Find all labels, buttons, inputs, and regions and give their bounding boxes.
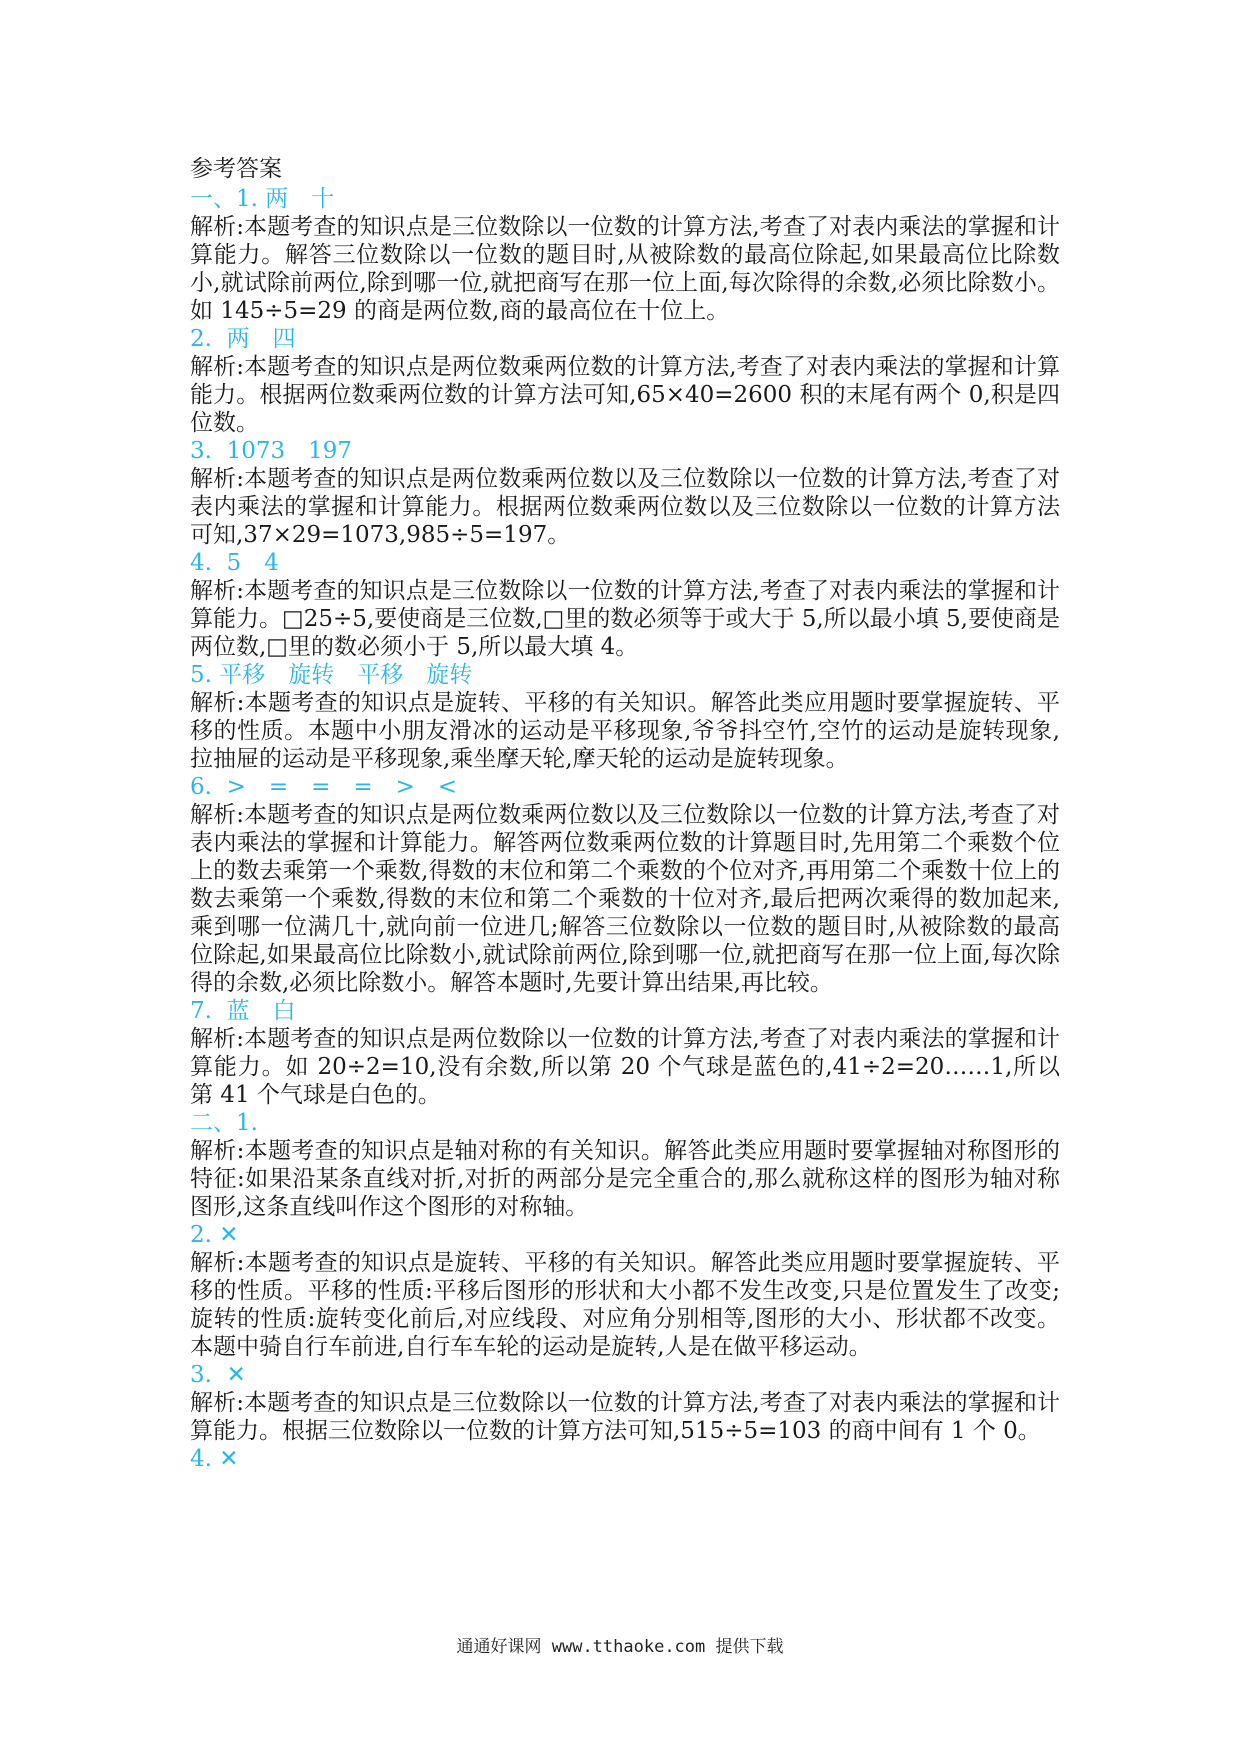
page-title: 参考答案 [190,156,282,182]
answer-section [190,1361,1060,1445]
analysis-text: 解析:本题考查的知识点是三位数除以一位数的计算方法,考查了对表内乘法的掌握和计算能力。□25÷5,要使商是三位数,□里的数必须等于或大于 5,所以最小填 5,要使商是两位数,□里的数必须小于 5,所以最大填 4。 [190,578,1060,660]
answer-section [190,437,1060,549]
answer-section [190,1109,1060,1221]
answer-section [190,997,1060,1109]
analysis-text: 解析:本题考查的知识点是旋转、平移的有关知识。解答此类应用题时要掌握旋转、平移的性质。平移的性质:平移后图形的形状和大小都不发生改变,只是位置发生了改变;旋转的性质:旋转变化前后,对应线段、对应角分别相等,图形的大小、形状都不改变。本题中骑自行车前进,自行车车轮的运动是旋转,人是在做平移运动。 [190,1250,1060,1360]
answer-line: 6. > = = = > < [190,774,458,800]
analysis-text: 解析:本题考查的知识点是两位数乘两位数以及三位数除以一位数的计算方法,考查了对表内乘法的掌握和计算能力。解答两位数乘两位数的计算题目时,先用第二个乘数个位上的数去乘第一个乘数,得数的末位和第二个乘数的个位对齐,再用第二个乘数十位上的数去乘第一个乘数,得数的末位和第二个乘数的十位对齐,最后把两次乘得的数加起来,乘到哪一位满几十,就向前一位进几;解答三位数除以一位数的题目时,从被除数的最高位除起,如果最高位比除数小,就试除前两位,除到哪一位,就把商写在那一位上面,每次除得的余数,必须比除数小。解答本题时,先要计算出结果,再比较。 [190,802,1060,996]
answer-line: 3. 1073 197 [190,438,352,464]
answer-section [190,1445,1060,1473]
answer-section [190,549,1060,661]
analysis-text: 解析:本题考查的知识点是两位数除以一位数的计算方法,考查了对表内乘法的掌握和计算能力。如 20÷2=10,没有余数,所以第 20 个气球是蓝色的,41÷2=20……1,所以第 41 个气球是白色的。 [190,1026,1060,1108]
answer-section [190,1221,1060,1361]
analysis-text: 解析:本题考查的知识点是两位数乘两位数以及三位数除以一位数的计算方法,考查了对表内乘法的掌握和计算能力。根据两位数乘两位数以及三位数除以一位数的计算方法可知,37×29=1073,985÷5=197。 [190,466,1060,548]
answer-line: 4. ✕ [190,1446,239,1472]
answer-section [190,773,1060,997]
analysis-text: 解析:本题考查的知识点是旋转、平移的有关知识。解答此类应用题时要掌握旋转、平移的性质。本题中小朋友滑冰的运动是平移现象,爷爷抖空竹,空竹的运动是旋转现象,拉抽屉的运动是平移现象,乘坐摩天轮,摩天轮的运动是旋转现象。 [190,690,1060,772]
analysis-text: 解析:本题考查的知识点是三位数除以一位数的计算方法,考查了对表内乘法的掌握和计算能力。解答三位数除以一位数的题目时,从被除数的最高位除起,如果最高位比除数小,就试除前两位,除到哪一位,就把商写在那一位上面,每次除得的余数,必须比除数小。如 145÷5=29 的商是两位数,商的最高位在十位上。 [190,214,1060,324]
answer-document [190,155,1060,1473]
answer-section [190,185,1060,325]
answer-line: 2. 两 四 [190,326,296,352]
answer-line: 一、1. 两 十 [190,186,335,212]
answer-section [190,661,1060,773]
answer-line: 7. 蓝 白 [190,998,296,1024]
analysis-text: 解析:本题考查的知识点是两位数乘两位数的计算方法,考查了对表内乘法的掌握和计算能力。根据两位数乘两位数的计算方法可知,65×40=2600 积的末尾有两个 0,积是四位数。 [190,354,1060,436]
page-footer: 通通好课网 www.tthaoke.com 提供下载 [456,1637,784,1657]
answer-line: 2. ✕ [190,1222,239,1248]
analysis-text: 解析:本题考查的知识点是轴对称的有关知识。解答此类应用题时要掌握轴对称图形的特征:如果沿某条直线对折,对折的两部分是完全重合的,那么就称这样的图形为轴对称图形,这条直线叫作这个图形的对称轴。 [190,1138,1060,1220]
analysis-text: 解析:本题考查的知识点是三位数除以一位数的计算方法,考查了对表内乘法的掌握和计算能力。根据三位数除以一位数的计算方法可知,515÷5=103 的商中间有 1 个 0。 [190,1390,1060,1444]
answer-line: 3. ✕ [190,1362,246,1388]
answer-line: 二、1. [190,1110,258,1136]
answer-line: 4. 5 4 [190,550,279,576]
answer-section [190,325,1060,437]
answer-line: 5. 平移 旋转 平移 旋转 [190,662,473,688]
